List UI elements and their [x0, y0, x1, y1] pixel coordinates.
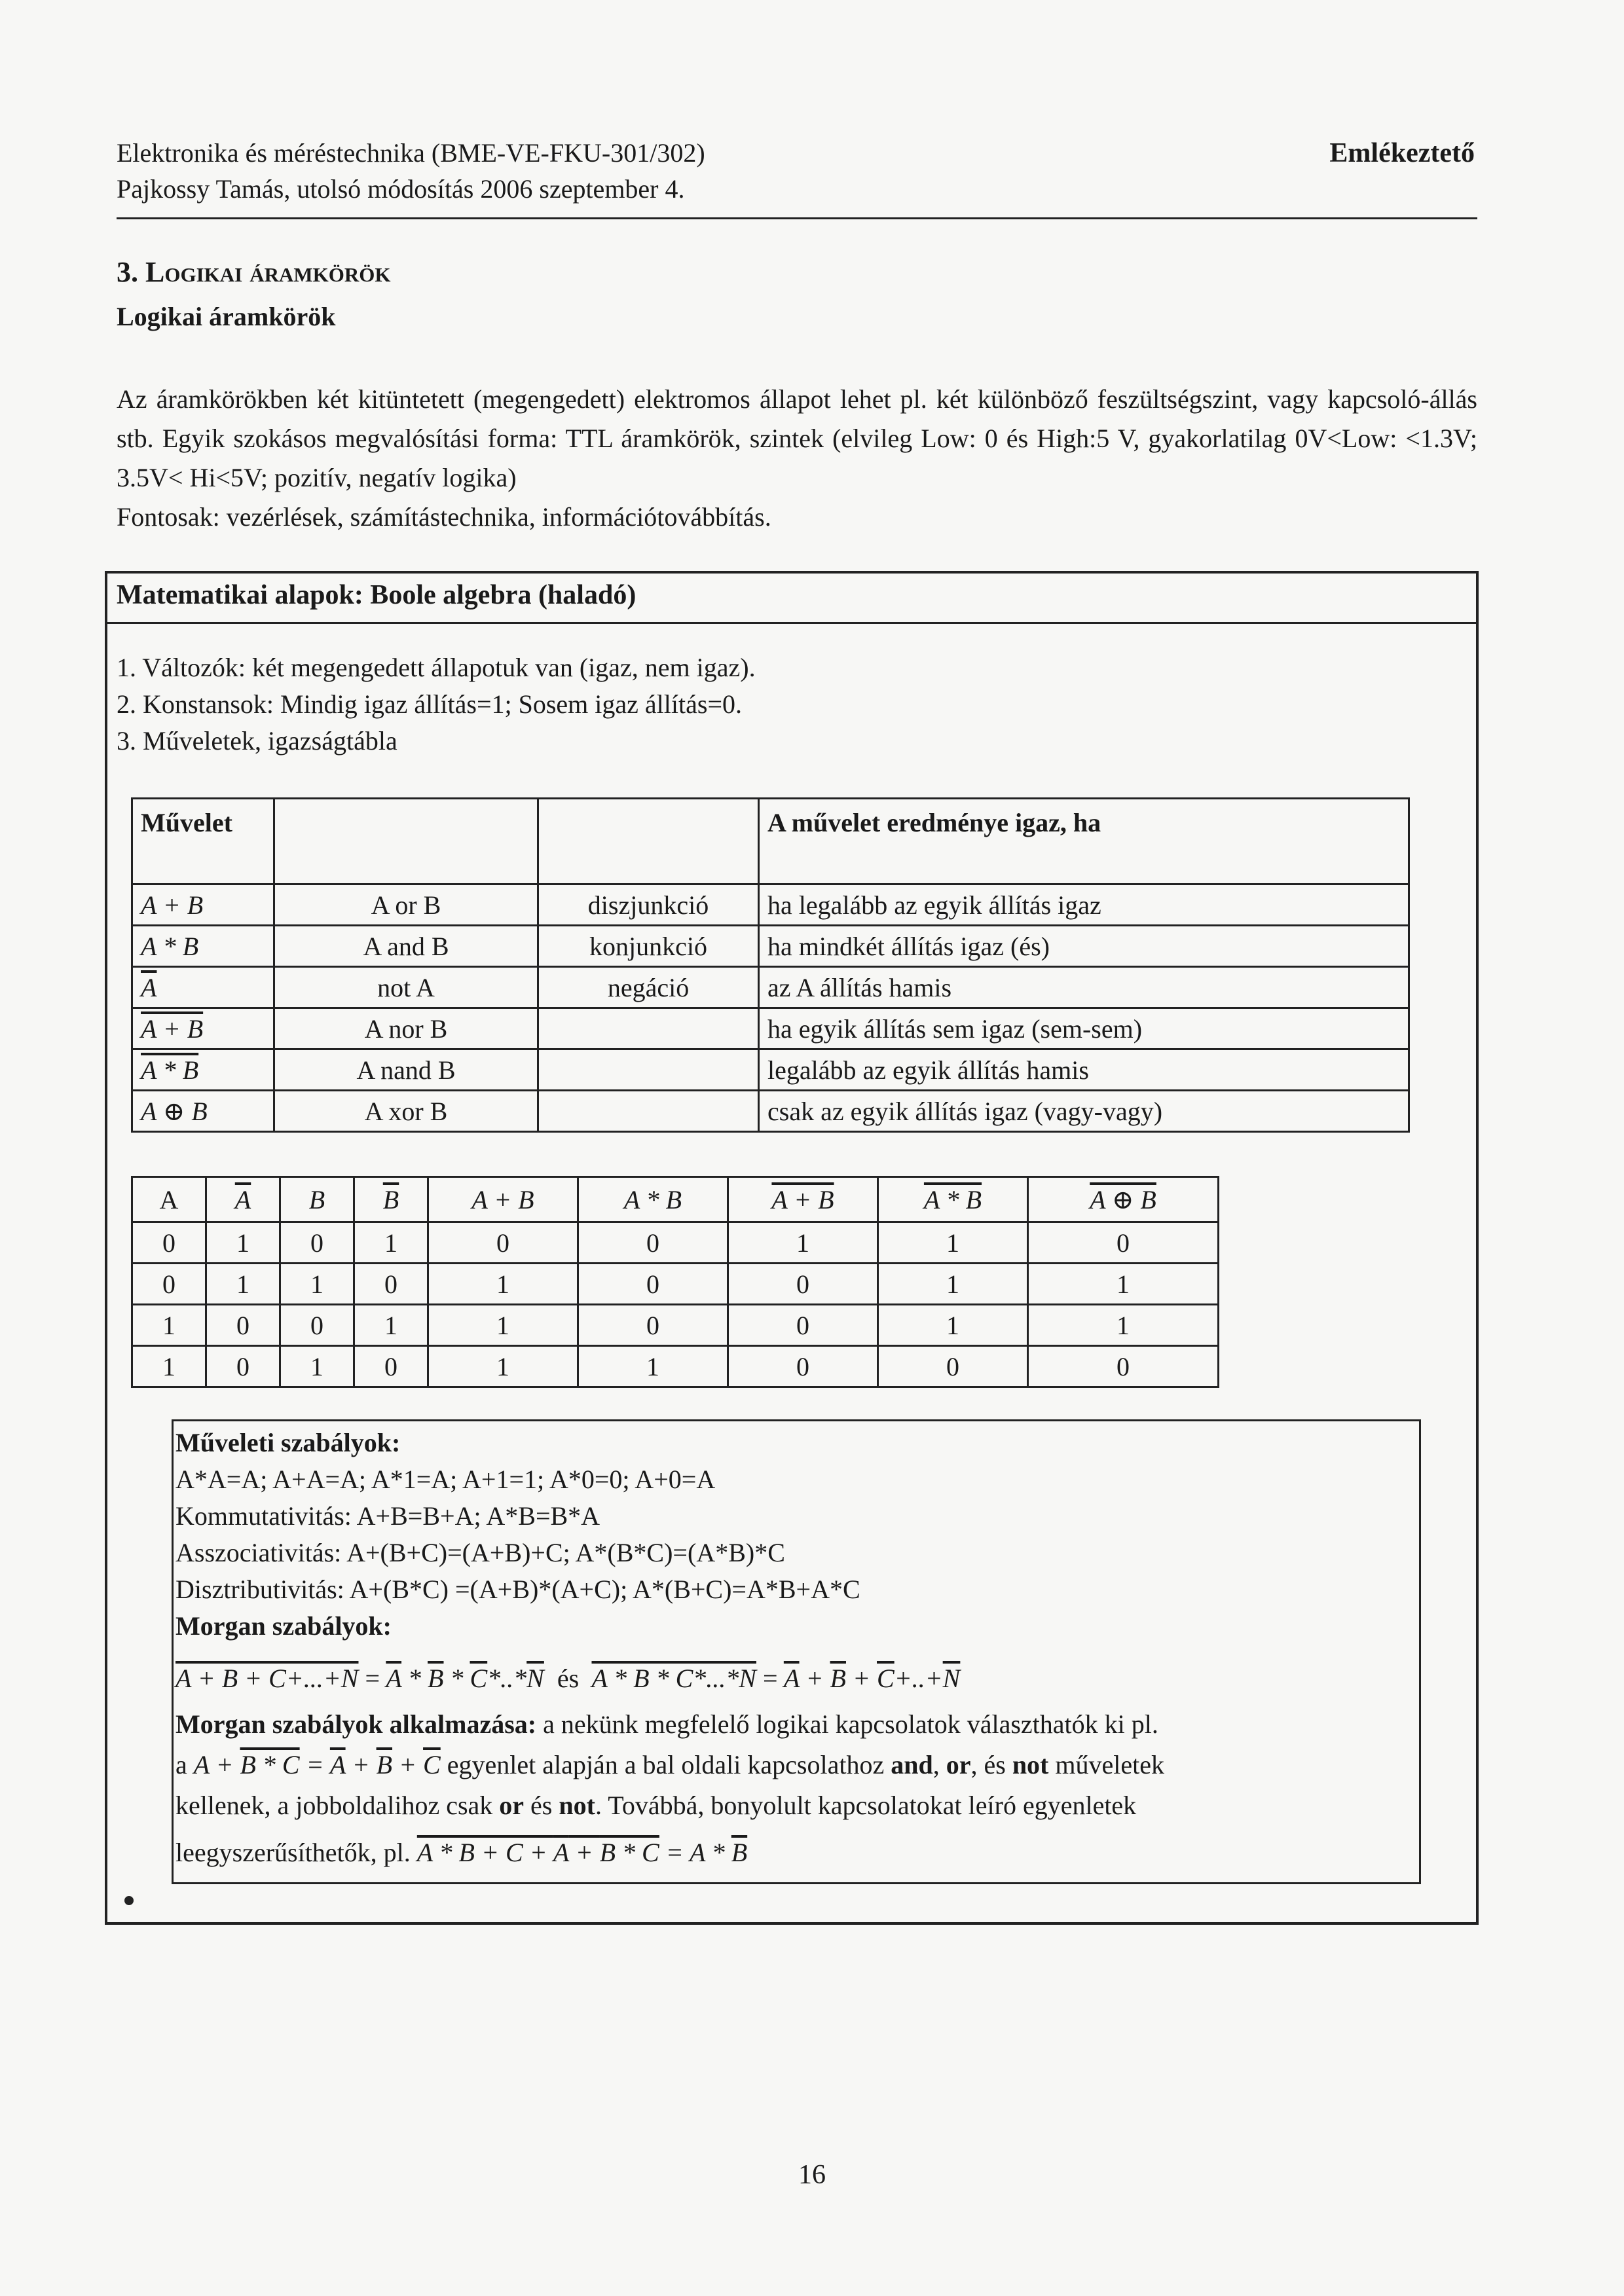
- tt-cell: 0: [728, 1346, 878, 1387]
- ops-expression: A + B: [132, 1008, 274, 1049]
- table-row: [132, 1091, 1409, 1132]
- ops-term: konjunkció: [538, 926, 759, 967]
- tt-cell: 1: [578, 1346, 728, 1387]
- section-title: 3. Logikai áramkörök: [117, 256, 391, 288]
- tt-header: A ⊕ B: [1028, 1177, 1219, 1222]
- ops-description: csak az egyik állítás igaz (vagy-vagy): [759, 1091, 1409, 1132]
- ops-expression: A * B: [132, 926, 274, 967]
- tt-cell: 1: [354, 1305, 428, 1346]
- morgan-application-line1: Morgan szabályok alkalmazása: a nekünk megfelelő logikai kapcsolatok választhatók ki pl.: [175, 1709, 1158, 1739]
- ops-header-result: A művelet eredménye igaz, ha: [759, 799, 1409, 884]
- tt-cell: 1: [1028, 1305, 1219, 1346]
- rules-basic: A*A=A; A+A=A; A*1=A; A+1=1; A*0=0; A+0=A: [175, 1465, 716, 1494]
- ops-term: diszjunkció: [538, 884, 759, 926]
- morgan-formula: $A + B + C+...+N = \overline{A} * \overline{B} * \overline{C}*..*\overline{N}$ és $A * B * C*...*N = \overline{A} + \overline{B} + \overline{C}+..+\overline{N}$: [175, 1664, 961, 1693]
- rules-associativity: Asszociativitás: A+(B+C)=(A+B)+C; A*(B*C)=(A*B)*C: [175, 1538, 785, 1567]
- tt-cell: 0: [578, 1305, 728, 1346]
- tt-cell: 0: [728, 1264, 878, 1305]
- morgan-application-line2: a $A + B * C = \overline{A} + \overline{B} + \overline{C}$ egyenlet alapján a bal oldali kapcsolathoz and, or, és not műveletek: [175, 1750, 1164, 1779]
- table-row: [132, 1264, 1219, 1305]
- ops-description: az A állítás hamis: [759, 967, 1409, 1008]
- ops-header-empty: [538, 799, 759, 884]
- tt-cell: 0: [1028, 1222, 1219, 1264]
- tt-cell: 1: [878, 1305, 1028, 1346]
- truth-table-header: [132, 1177, 1219, 1222]
- tt-cell: 1: [206, 1264, 280, 1305]
- tt-header: $\overline{A}$: [206, 1177, 280, 1222]
- tt-header: $\overline{B}$: [354, 1177, 428, 1222]
- tt-cell: 0: [728, 1305, 878, 1346]
- tt-header: A * B: [578, 1177, 728, 1222]
- ops-name: not A: [274, 967, 538, 1008]
- tt-cell: 1: [206, 1222, 280, 1264]
- tt-cell: 1: [132, 1305, 206, 1346]
- ops-name: A or B: [274, 884, 538, 926]
- bullet-dot: [124, 1896, 134, 1905]
- header-author-date: Pajkossy Tamás, utolsó módosítás 2006 szeptember 4.: [117, 174, 685, 204]
- ops-description: ha mindkét állítás igaz (és): [759, 926, 1409, 967]
- point-operations: 3. Műveletek, igazságtábla: [117, 726, 397, 756]
- table-row: [132, 1008, 1409, 1049]
- ops-expression: $\overline{A}$: [132, 967, 274, 1008]
- header-course-title: Elektronika és méréstechnika (BME-VE-FKU-301/302): [117, 138, 705, 168]
- table-row: [132, 1049, 1409, 1091]
- tt-cell: 0: [280, 1305, 354, 1346]
- ops-header-empty: [274, 799, 538, 884]
- point-variables: 1. Változók: két megengedett állapotuk van (igaz, nem igaz).: [117, 653, 756, 682]
- operations-table: [131, 797, 1410, 1133]
- point-constants: 2. Konstansok: Mindig igaz állítás=1; Sosem igaz állítás=0.: [117, 689, 742, 719]
- subsection-title: Logikai áramkörök: [117, 302, 336, 331]
- table-row: [132, 926, 1409, 967]
- ops-term: [538, 1049, 759, 1091]
- tt-cell: 1: [132, 1346, 206, 1387]
- tt-cell: 1: [428, 1305, 578, 1346]
- tt-cell: 0: [578, 1264, 728, 1305]
- table-row: [132, 1346, 1219, 1387]
- ops-header-operation: Művelet: [132, 799, 274, 884]
- rules-distributivity: Disztributivitás: A+(B*C) =(A+B)*(A+C); A*(B+C)=A*B+A*C: [175, 1575, 860, 1604]
- tt-cell: 0: [354, 1346, 428, 1387]
- ops-name: A nand B: [274, 1049, 538, 1091]
- ops-expression: A ⊕ B: [132, 1091, 274, 1132]
- tt-cell: 0: [878, 1346, 1028, 1387]
- tt-cell: 0: [132, 1222, 206, 1264]
- tt-cell: 1: [1028, 1264, 1219, 1305]
- tt-cell: 1: [728, 1222, 878, 1264]
- box-title-rule: [107, 622, 1476, 624]
- ops-term: [538, 1008, 759, 1049]
- morgan-application-line3: kellenek, a jobboldalihoz csak or és not. Továbbá, bonyolult kapcsolatokat leíró egyenletek: [175, 1791, 1137, 1820]
- tt-header: B: [280, 1177, 354, 1222]
- rules-commutativity: Kommutativitás: A+B=B+A; A*B=B*A: [175, 1501, 600, 1531]
- ops-description: ha legalább az egyik állítás igaz: [759, 884, 1409, 926]
- tt-cell: 0: [280, 1222, 354, 1264]
- morgan-title: Morgan szabályok:: [175, 1611, 392, 1641]
- morgan-application-line4: leegyszerűsíthetők, pl. $A * B + C + A + B * C = A * \overline{B}$: [175, 1838, 748, 1867]
- tt-header: A + B: [428, 1177, 578, 1222]
- tt-header: A + B: [728, 1177, 878, 1222]
- ops-name: A nor B: [274, 1008, 538, 1049]
- ops-expression: A + B: [132, 884, 274, 926]
- tt-cell: 0: [206, 1305, 280, 1346]
- intro-paragraph: Az áramkörökben két kitüntetett (megengedett) elektromos állapot lehet pl. két különböző feszültségszint, vagy kapcsoló-állás stb. Egyik szokásos megvalósítási forma: TTL áramkörök, szintek (elvileg Low: 0 és High:5 V, gyakorlatilag 0V<Low: <1.3V; 3.5V< Hi<5V; pozitív, negatív logika) Fontosak: vezérlések, számítástechnika, információtovábbítás.: [117, 384, 1477, 532]
- ops-term: [538, 1091, 759, 1132]
- table-row: [132, 1222, 1219, 1264]
- ops-name: A xor B: [274, 1091, 538, 1132]
- tt-cell: 1: [878, 1222, 1028, 1264]
- ops-description: ha egyik állítás sem igaz (sem-sem): [759, 1008, 1409, 1049]
- tt-header: A: [132, 1177, 206, 1222]
- truth-table: [131, 1176, 1219, 1388]
- box-title: Matematikai alapok: Boole algebra (haladó): [117, 580, 637, 610]
- page-number: 16: [798, 2160, 826, 2190]
- tt-cell: 0: [578, 1222, 728, 1264]
- tt-cell: 1: [280, 1264, 354, 1305]
- tt-cell: 0: [206, 1346, 280, 1387]
- ops-description: legalább az egyik állítás hamis: [759, 1049, 1409, 1091]
- ops-term: negáció: [538, 967, 759, 1008]
- tt-cell: 1: [878, 1264, 1028, 1305]
- tt-cell: 1: [280, 1346, 354, 1387]
- tt-cell: 1: [428, 1264, 578, 1305]
- tt-cell: 0: [428, 1222, 578, 1264]
- tt-cell: 0: [1028, 1346, 1219, 1387]
- table-row: [132, 884, 1409, 926]
- header-rule: [117, 217, 1477, 219]
- rules-title: Műveleti szabályok:: [175, 1428, 401, 1457]
- tt-cell: 0: [132, 1264, 206, 1305]
- table-row: [132, 1305, 1219, 1346]
- table-row: [132, 967, 1409, 1008]
- tt-cell: 0: [354, 1264, 428, 1305]
- tt-cell: 1: [428, 1346, 578, 1387]
- tt-header: A * B: [878, 1177, 1028, 1222]
- ops-expression: A * B: [132, 1049, 274, 1091]
- header-doc-type: Emlékeztető: [1329, 138, 1475, 168]
- tt-cell: 1: [354, 1222, 428, 1264]
- ops-name: A and B: [274, 926, 538, 967]
